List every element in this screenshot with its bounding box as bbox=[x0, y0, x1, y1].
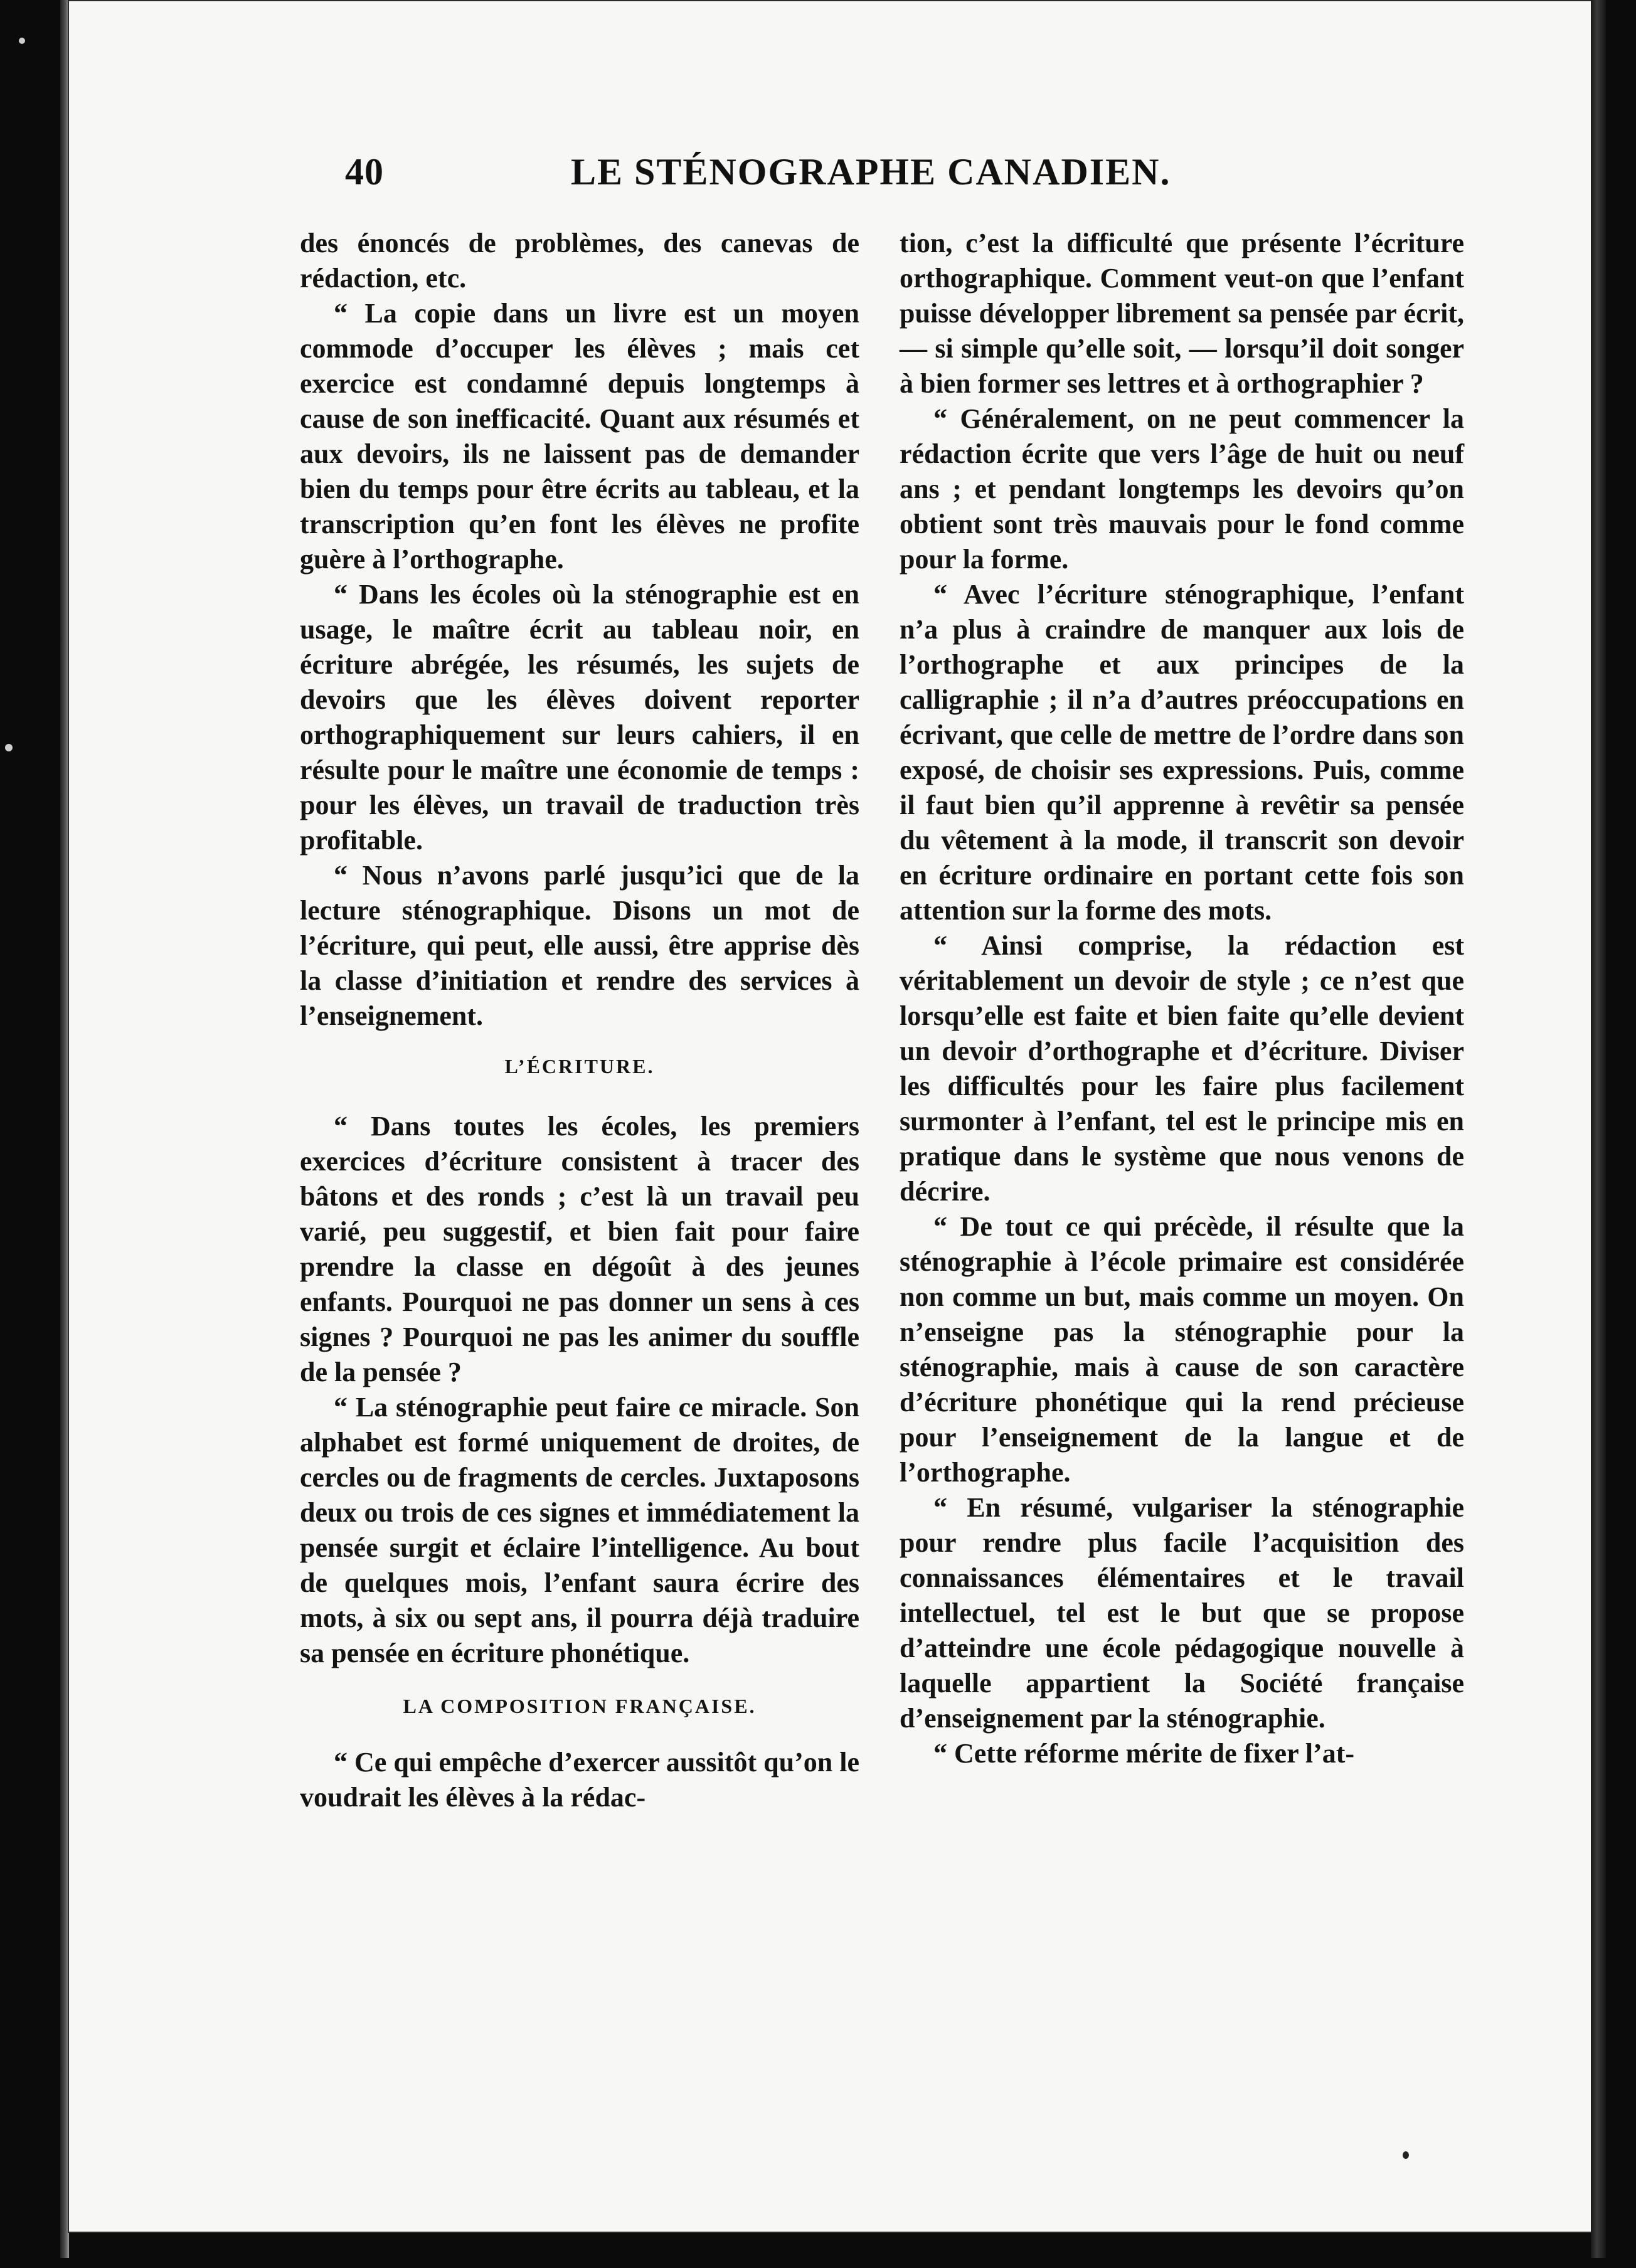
paragraph: “ Cette réforme mérite de fixer l’at- bbox=[933, 1738, 1354, 1769]
section-heading-ecriture: L’ÉCRITURE. bbox=[504, 1055, 655, 1078]
paragraph: “ De tout ce qui précède, il résulte que la sténographie à l’école primaire est considérée non comme un but, mais comme un moyen. On n’enseigne pas la sténographie pour la sténographie, mais à cause de son caractère d’écriture phonétique qui la rend précieuse pour l’enseignement de la langue et de l’orthographe. bbox=[900, 1211, 1464, 1488]
paragraph: “ Avec l’écriture sténographique, l’enfant n’a plus à craindre de manquer aux lois de l’orthographe et aux principes de la calligraphie ; il n’a d’autres préoccupations en écrivant, que celle de mettre de l’ordre dans son exposé, de choisir ses expressions. Puis, comme il faut bien qu’il apprenne à revêtir sa pensée du vêtement à la mode, il transcrit son devoir en écriture ordinaire en portant cette fois son attention sur la forme des mots. bbox=[900, 579, 1464, 926]
page-header bbox=[270, 151, 1236, 208]
paragraph: “ Dans toutes les écoles, les premiers exercices d’écriture consistent à tracer des bâtons et des ronds ; c’est là un travail peu varié, peu suggestif, et bien fait pour faire prendre la classe en dégoût à des jeunes enfants. Pourquoi ne pas donner un sens à ces signes ? Pourquoi ne pas les animer du souffle de la pensée ? bbox=[300, 1111, 859, 1387]
paragraph: “ Dans les écoles où la sténographie est en usage, le maître écrit au tableau noir, en écriture abrégée, les résumés, les sujets de devoirs que les élèves doivent reporter orthographiquement sur leurs cahiers, il en résulte pour le maître une économie de temps : pour les élèves, un travail de traduction très profitable. bbox=[300, 579, 859, 856]
paragraph: “ Ainsi comprise, la rédaction est véritablement un devoir de style ; ce n’est que lorsqu’elle est faite et bien faite qu’elle devient un devoir d’orthographe et d’écriture. Diviser les difficultés pour les faire plus facilement surmonter à l’enfant, tel est le principe mis en pratique dans le système que nous venons de décrire. bbox=[900, 930, 1464, 1207]
scan-speck bbox=[19, 38, 25, 44]
running-title: LE STÉNOGRAPHE CANADIEN. bbox=[571, 151, 1171, 193]
section-heading-composition: LA COMPOSITION FRANÇAISE. bbox=[403, 1695, 757, 1717]
paragraph: “ Généralement, on ne peut commencer la rédaction écrite que vers l’âge de huit ou neuf ans ; et pendant longtemps les devoirs qu’on obtient sont très mauvais pour le fond comme pour la forme. bbox=[900, 403, 1464, 575]
paragraph: “ Nous n’avons parlé jusqu’ici que de la lecture sténographique. Disons un mot de l’écriture, qui peut, elle aussi, être apprise dès la classe d’initiation et rendre des services à l’enseignement. bbox=[300, 860, 859, 1031]
right-column bbox=[900, 226, 1464, 1771]
paragraph: “ La copie dans un livre est un moyen commode d’occuper les élèves ; mais cet exercice est condamné depuis longtemps à cause de son inefficacité. Quant aux résumés et aux devoirs, ils ne laissent pas de demander bien du temps pour être écrits au tableau, et la transcription qu’en font les élèves ne profite guère à l’orthographe. bbox=[300, 298, 859, 575]
paragraph: des énoncés de problèmes, des canevas de rédaction, etc. bbox=[300, 228, 859, 294]
scan-speck bbox=[5, 744, 13, 751]
paragraph: “ En résumé, vulgariser la sténographie pour rendre plus facile l’acquisition des connaissances élémentaires et le travail intellectuel, tel est le but que se propose d’atteindre une école pédagogique nouvelle à laquelle appartient la Société française d’enseignement par la sténographie. bbox=[900, 1492, 1464, 1734]
left-column bbox=[300, 226, 859, 1815]
paragraph: “ La sténographie peut faire ce miracle. Son alphabet est formé uniquement de droites, de cercles ou de fragments de cercles. Juxtaposons deux ou trois de ces signes et immédiatement la pensée surgit et éclaire l’intelligence. Au bout de quelques mois, l’enfant saura écrire des mots, à six ou sept ans, il pourra déjà traduire sa pensée en écriture phonétique. bbox=[300, 1392, 859, 1668]
paragraph: “ Ce qui empêche d’exercer aussitôt qu’on le voudrait les élèves à la rédac- bbox=[300, 1747, 859, 1813]
ink-dot bbox=[1403, 2151, 1409, 2159]
paragraph: tion, c’est la difficulté que présente l’écriture orthographique. Comment veut-on que l’enfant puisse développer librement sa pensée par écrit, — si simple qu’elle soit, — lorsqu’il doit songer à bien former ses lettres et à orthographier ? bbox=[900, 228, 1464, 399]
page-number: 40 bbox=[345, 151, 384, 193]
scan-right-edge bbox=[1591, 0, 1606, 2258]
